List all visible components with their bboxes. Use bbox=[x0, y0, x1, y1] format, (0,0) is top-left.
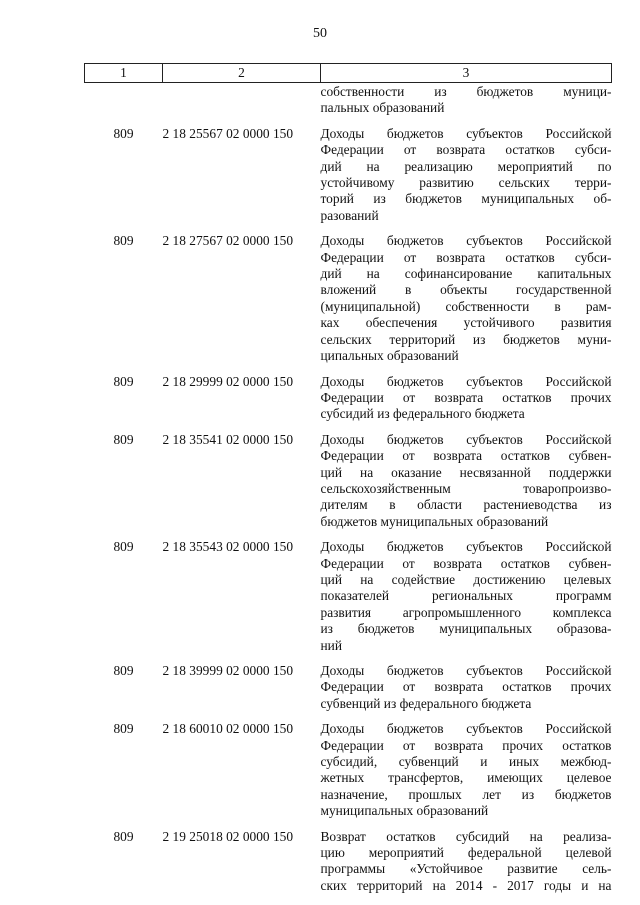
admin-code-cell: 809 bbox=[113, 431, 134, 447]
description-cell bbox=[321, 829, 612, 904]
revenue-codes-table bbox=[84, 63, 612, 903]
description-line: устойчивому развитию сельских терри- bbox=[320, 175, 612, 191]
description-line: Доходы бюджетов субъектов Российской bbox=[320, 125, 612, 141]
description-line: разований bbox=[320, 207, 379, 223]
admin-code-cell bbox=[85, 83, 163, 126]
admin-code-cell: 809 bbox=[113, 373, 134, 389]
description-line: показателей региональных программ bbox=[320, 588, 612, 604]
budget-code-cell bbox=[163, 83, 321, 126]
description-cell bbox=[321, 663, 612, 721]
description-line: назначение, прошлых лет из бюджетов bbox=[320, 786, 612, 802]
table-row bbox=[85, 663, 612, 721]
admin-code-cell: 809 bbox=[113, 828, 134, 844]
table-row bbox=[85, 432, 612, 539]
description-line: Федерации от возврата остатков субвен- bbox=[320, 448, 612, 464]
description-line: вложений в объекты государственной bbox=[320, 282, 612, 298]
description-line: программы «Устойчивое развитие сель- bbox=[320, 861, 612, 877]
table-row bbox=[85, 721, 612, 828]
header-column-3: 3 bbox=[321, 64, 612, 83]
table-row bbox=[85, 539, 612, 663]
admin-code-cell: 809 bbox=[113, 233, 134, 249]
description-line: субвенций из федерального бюджета bbox=[320, 695, 532, 711]
description-cell bbox=[321, 233, 612, 373]
admin-code-cell: 809 bbox=[113, 721, 134, 737]
description-line: (муниципальной) собственности в рам- bbox=[320, 298, 612, 314]
description-line: Федерации от возврата остатков прочих bbox=[320, 389, 612, 405]
description-line: сельскохозяйственным товаропроизво- bbox=[320, 480, 612, 496]
table-row bbox=[85, 233, 612, 373]
description-line: Доходы бюджетов субъектов Российской bbox=[320, 539, 612, 555]
description-cell bbox=[321, 83, 612, 126]
continuation-row bbox=[85, 83, 612, 126]
table-row bbox=[85, 829, 612, 904]
table-header-row bbox=[85, 64, 612, 83]
description-line: Доходы бюджетов субъектов Российской bbox=[320, 373, 612, 389]
description-line: развития агропромышленного комплекса bbox=[320, 604, 612, 620]
description-cell bbox=[321, 432, 612, 539]
description-line: из бюджетов муниципальных образова- bbox=[320, 621, 612, 637]
header-column-1: 1 bbox=[85, 64, 163, 83]
admin-code-cell: 809 bbox=[113, 663, 134, 678]
description-line: Доходы бюджетов субъектов Российской bbox=[320, 431, 612, 447]
description-line: Федерации от возврата остатков субси- bbox=[320, 142, 612, 158]
budget-code-cell: 2 18 39999 02 0000 150 bbox=[162, 663, 294, 678]
description-cell bbox=[321, 374, 612, 432]
description-line: ций на содействие достижению целевых bbox=[320, 571, 612, 587]
description-line: собственности из бюджетов муници- bbox=[320, 84, 612, 99]
description-line: ских территорий на 2014 - 2017 годы и на bbox=[320, 877, 612, 893]
budget-code-cell: 2 18 35541 02 0000 150 bbox=[162, 431, 294, 447]
description-line: Федерации от возврата остатков субвен- bbox=[320, 555, 612, 571]
description-cell bbox=[321, 721, 612, 828]
description-line: Возврат остатков субсидий на реализа- bbox=[320, 828, 612, 844]
description-line: торий из бюджетов муниципальных об- bbox=[320, 191, 612, 207]
description-line: Доходы бюджетов субъектов Российской bbox=[320, 233, 612, 249]
budget-code-cell: 2 18 29999 02 0000 150 bbox=[162, 373, 294, 389]
admin-code-cell: 809 bbox=[113, 539, 134, 555]
budget-code-cell: 2 18 27567 02 0000 150 bbox=[162, 233, 294, 249]
description-line: Доходы бюджетов субъектов Российской bbox=[320, 721, 612, 737]
header-column-2: 2 bbox=[163, 64, 321, 83]
description-line: субсидий из федерального бюджета bbox=[320, 406, 525, 422]
description-line: ний bbox=[320, 637, 342, 653]
description-line: Федерации от возврата остатков субси- bbox=[320, 249, 612, 265]
description-line: ципальных образований bbox=[320, 348, 459, 364]
description-line: сельских территорий из бюджетов муни- bbox=[320, 331, 612, 347]
description-line: дителям в области растениеводства из bbox=[320, 497, 612, 513]
description-line: субсидий, субвенций и иных межбюд- bbox=[320, 754, 612, 770]
description-line: ках обеспечения устойчивого развития bbox=[320, 315, 612, 331]
description-line: цию мероприятий федеральной целевой bbox=[320, 845, 612, 861]
description-line: дий на софинансирование капитальных bbox=[320, 266, 612, 282]
admin-code-cell: 809 bbox=[113, 125, 134, 141]
description-cell bbox=[321, 126, 612, 233]
table-row bbox=[85, 374, 612, 432]
description-line: дий на реализацию мероприятий по bbox=[320, 158, 612, 174]
description-cell bbox=[321, 539, 612, 663]
description-line: муниципальных образований bbox=[320, 803, 489, 819]
description-line: жетных трансфертов, имеющих целевое bbox=[320, 770, 612, 786]
page-number: 50 bbox=[313, 26, 327, 41]
budget-code-cell: 2 18 35543 02 0000 150 bbox=[162, 539, 294, 555]
budget-code-cell: 2 18 25567 02 0000 150 bbox=[162, 125, 294, 141]
description-line: ций на оказание несвязанной поддержки bbox=[320, 464, 612, 480]
description-line: Федерации от возврата остатков прочих bbox=[320, 679, 612, 695]
description-line: пальных образований bbox=[320, 100, 445, 116]
budget-code-cell: 2 19 25018 02 0000 150 bbox=[162, 828, 294, 844]
description-line: бюджетов муниципальных образований bbox=[320, 513, 549, 529]
description-line: Доходы бюджетов субъектов Российской bbox=[320, 663, 612, 678]
budget-code-cell: 2 18 60010 02 0000 150 bbox=[162, 721, 294, 737]
table-row bbox=[85, 126, 612, 233]
description-line: Федерации от возврата прочих остатков bbox=[320, 737, 612, 753]
